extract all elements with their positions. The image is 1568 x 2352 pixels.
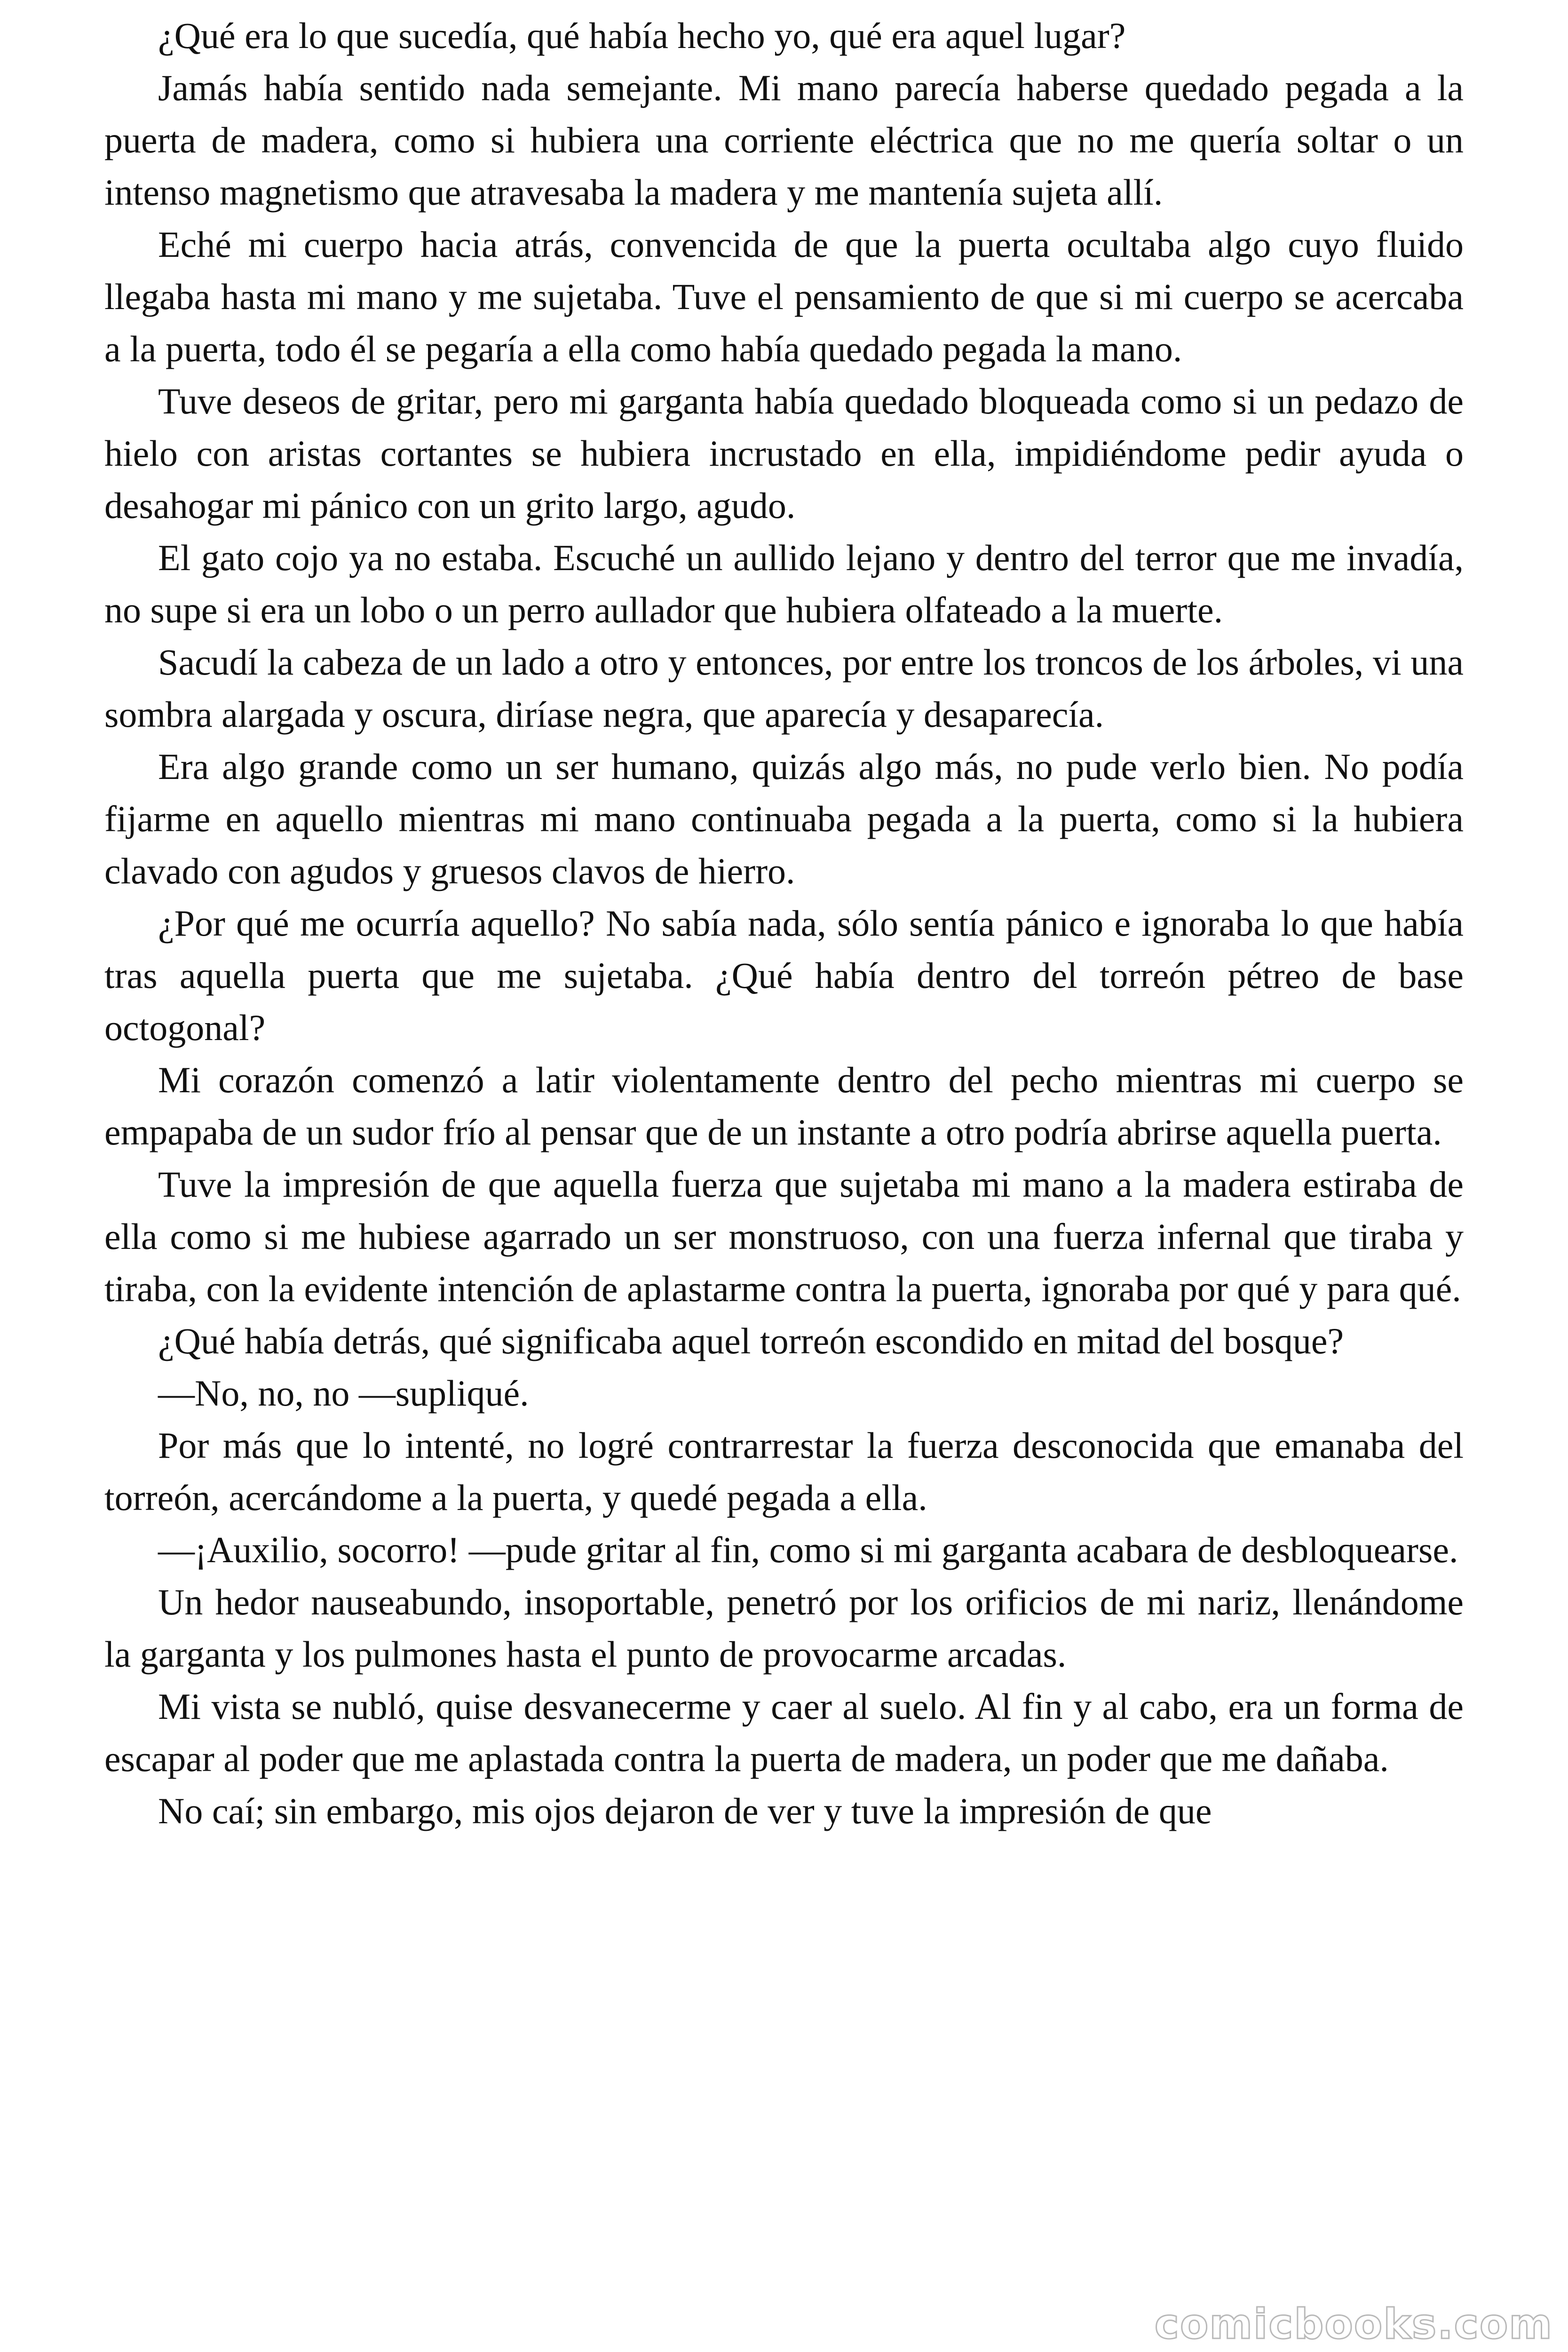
paragraph-12: —No, no, no —supliqué. <box>158 1373 529 1414</box>
paragraph-5: El gato cojo ya no estaba. Escuché un aullido lejano y dentro del terror que me invadía, no supe si era un lobo o un perro aullador que hubiera olfateado a la muerte. <box>104 537 1464 630</box>
paragraph-9: Mi corazón comenzó a latir violentamente dentro del pecho mientras mi cuerpo se empapaba de un sudor frío al pensar que de un instante a otro podría abrirse aquella puerta. <box>104 1059 1464 1152</box>
paragraph-6: Sacudí la cabeza de un lado a otro y entonces, por entre los troncos de los árboles, vi una sombra alargada y oscura, diríase negra, que aparecía y desaparecía. <box>104 642 1464 735</box>
paragraph-11: ¿Qué había detrás, qué significaba aquel torreón escondido en mitad del bosque? <box>158 1320 1344 1361</box>
paragraph-2: Jamás había sentido nada semejante. Mi mano parecía haberse quedado pegada a la puerta de madera, como si hubiera una corriente eléctrica que no me quería soltar o un intenso magnetismo que atravesaba la madera y me mantenía sujeta allí. <box>104 67 1464 213</box>
paragraph-4: Tuve deseos de gritar, pero mi garganta había quedado bloqueada como si un pedazo de hielo con aristas cortantes se hubiera incrustado en ella, impidiéndome pedir ayuda o desahogar mi pánico con un grito largo, agudo. <box>104 381 1464 526</box>
paragraph-10: Tuve la impresión de que aquella fuerza que sujetaba mi mano a la madera estiraba de ella como si me hubiese agarrado un ser monstruoso, con una fuerza infernal que tiraba y tiraba, con la evidente intención de aplastarme contra la puerta, ignoraba por qué y para qué. <box>104 1164 1464 1309</box>
paragraph-14: —¡Auxilio, socorro! —pude gritar al fin, como si mi garganta acabara de desbloquearse. <box>158 1529 1458 1570</box>
book-page-text <box>104 9 1464 1837</box>
watermark-logo: comicbooks.com <box>1154 2300 1553 2348</box>
paragraph-7: Era algo grande como un ser humano, quizás algo más, no pude verlo bien. No podía fijarme en aquello mientras mi mano continuaba pegada a la puerta, como si la hubiera clavado con agudos y gruesos clavos de hierro. <box>104 746 1464 891</box>
paragraph-16: Mi vista se nubló, quise desvanecerme y caer al suelo. Al fin y al cabo, era un forma de escapar al poder que me aplastada contra la puerta de madera, un poder que me dañaba. <box>104 1686 1464 1779</box>
paragraph-13: Por más que lo intenté, no logré contrarrestar la fuerza desconocida que emanaba del torreón, acercándome a la puerta, y quedé pegada a ella. <box>104 1425 1464 1518</box>
paragraph-3: Eché mi cuerpo hacia atrás, convencida de que la puerta ocultaba algo cuyo fluido llegaba hasta mi mano y me sujetaba. Tuve el pensamiento de que si mi cuerpo se acercaba a la puerta, todo él se pegaría a ella como había quedado pegada la mano. <box>104 224 1464 369</box>
paragraph-17: No caí; sin embargo, mis ojos dejaron de ver y tuve la impresión de que <box>158 1790 1212 1831</box>
paragraph-15: Un hedor nauseabundo, insoportable, penetró por los orificios de mi nariz, llenándome la garganta y los pulmones hasta el punto de provocarme arcadas. <box>104 1581 1464 1675</box>
paragraph-1: ¿Qué era lo que sucedía, qué había hecho yo, qué era aquel lugar? <box>158 15 1126 56</box>
paragraph-8: ¿Por qué me ocurría aquello? No sabía nada, sólo sentía pánico e ignoraba lo que había tras aquella puerta que me sujetaba. ¿Qué había dentro del torreón pétreo de base octogonal? <box>104 903 1464 1048</box>
